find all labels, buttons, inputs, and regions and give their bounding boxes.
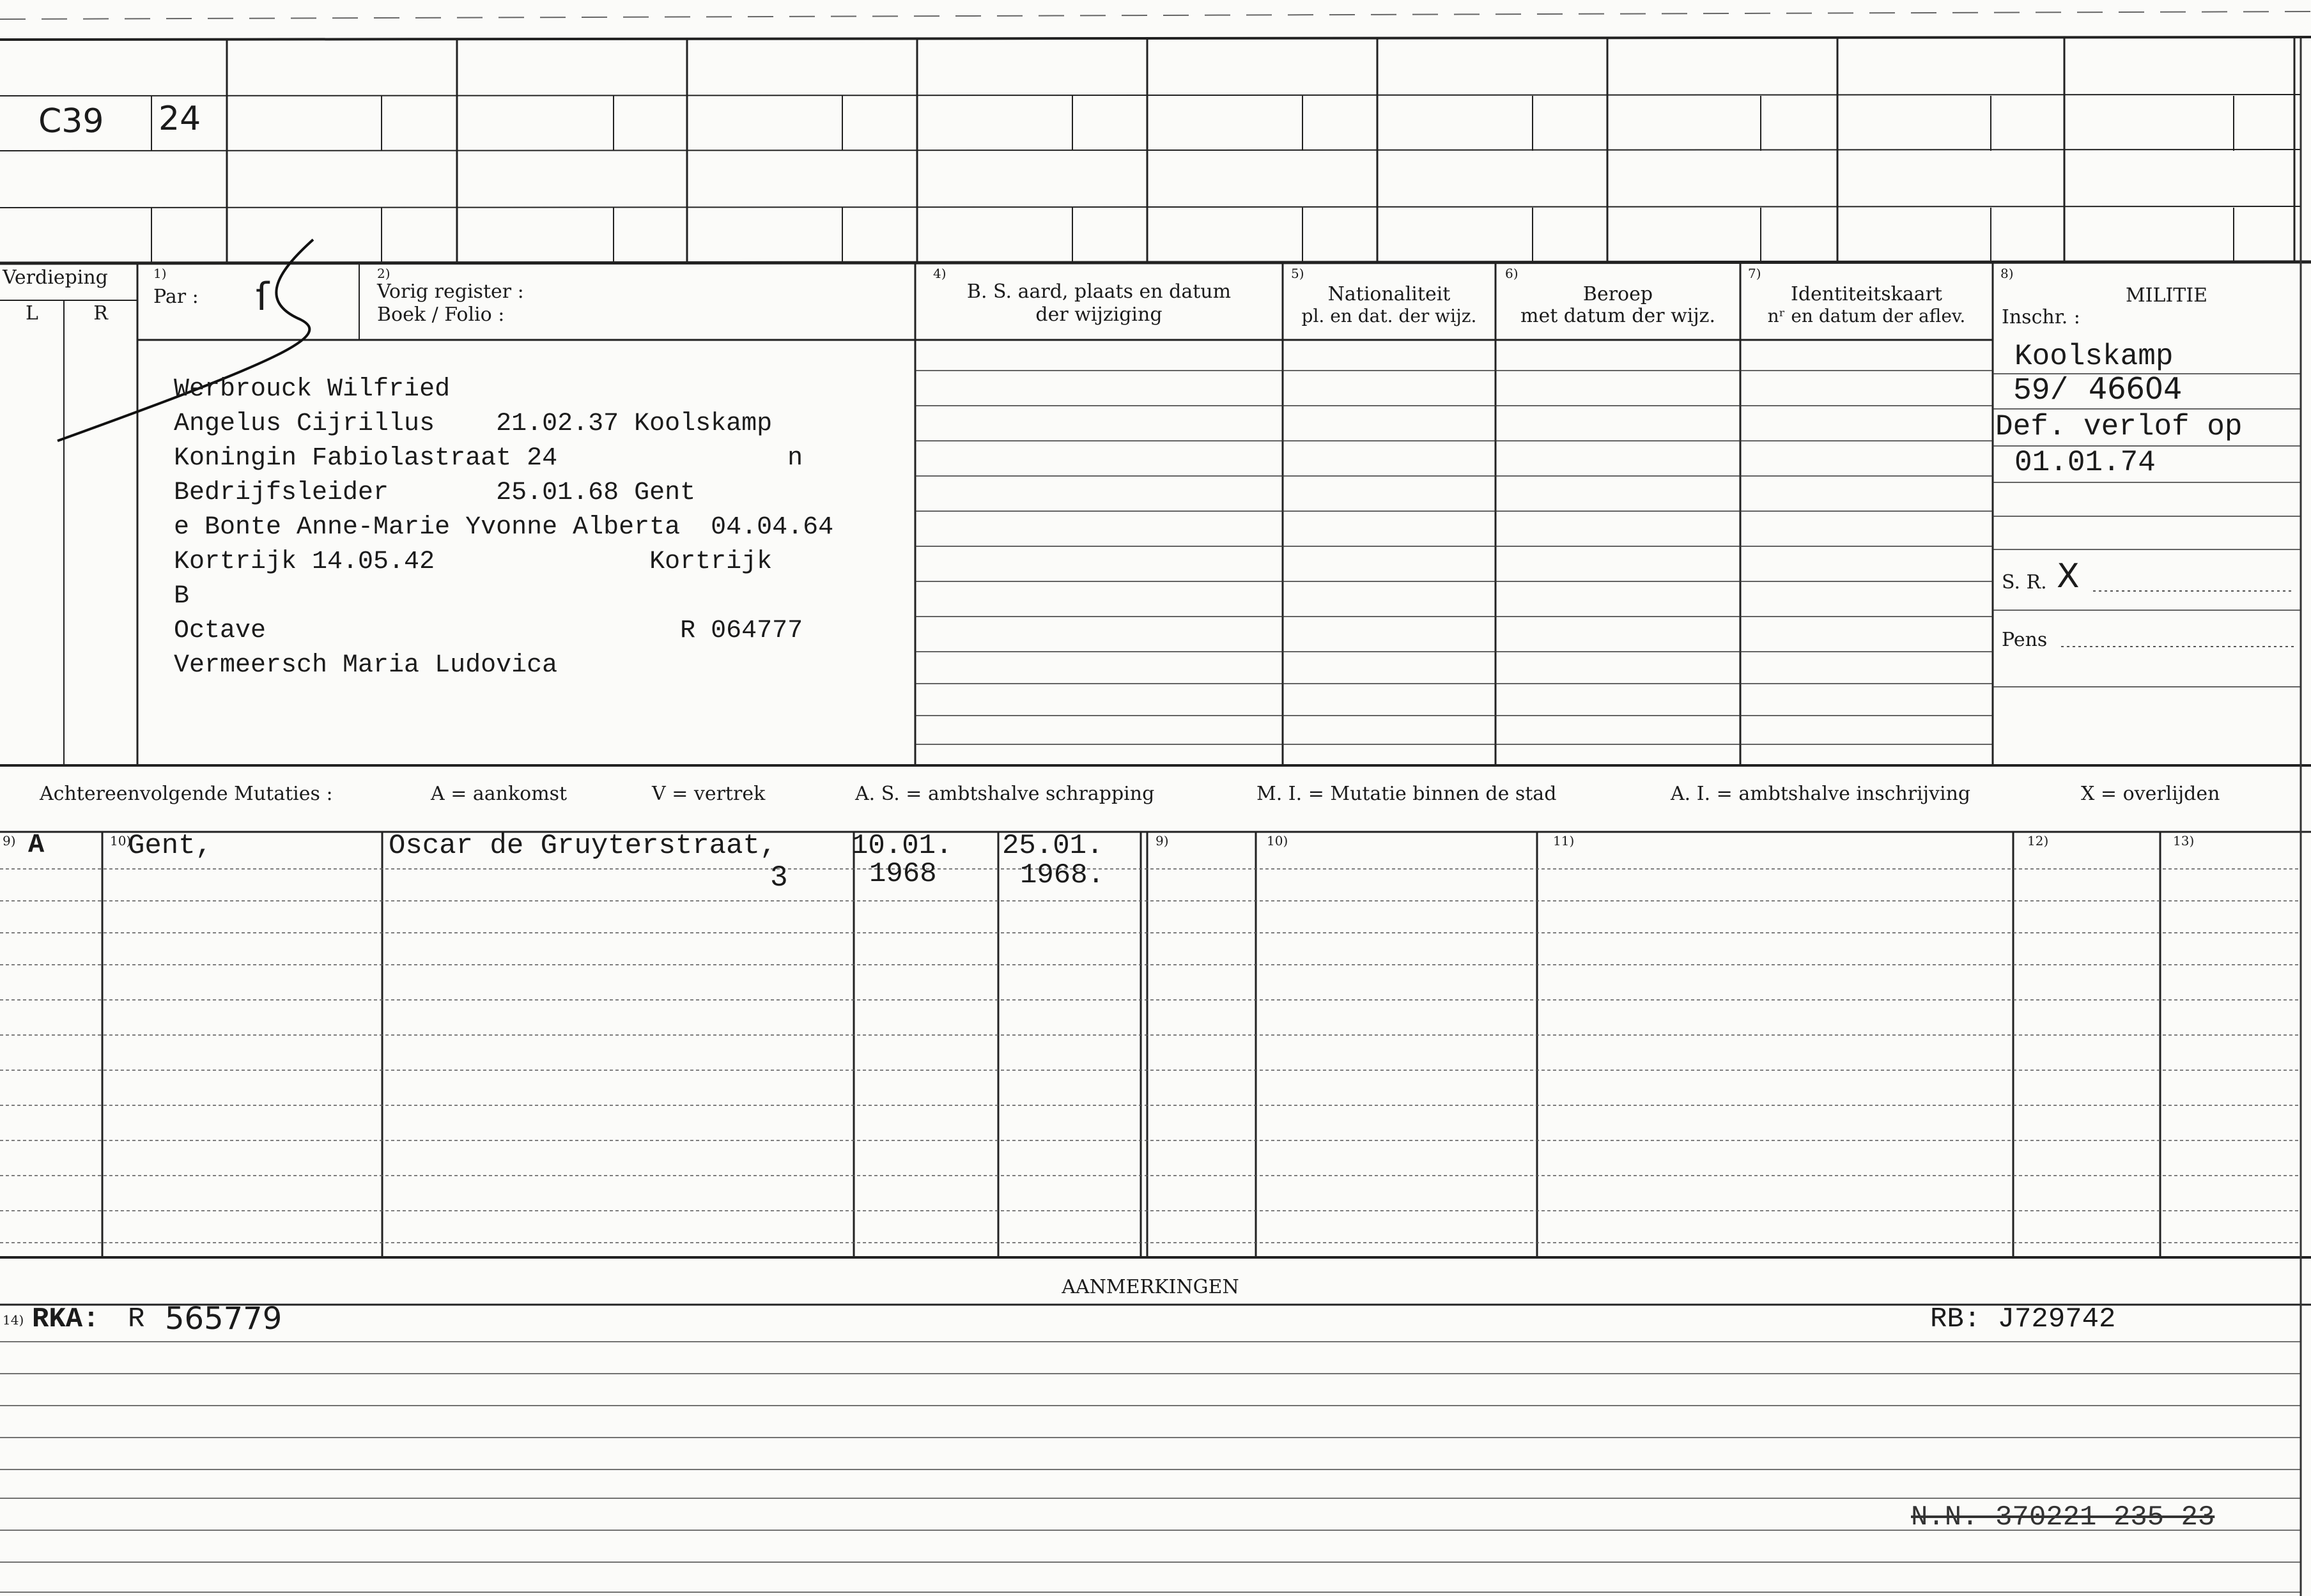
- sr-label: S. R.: [2002, 571, 2047, 594]
- mutatie-legend-a: A = aankomst: [431, 783, 568, 805]
- beroep-label-2: met datum der wijz.: [1520, 305, 1715, 327]
- field-4-number: 4): [933, 266, 947, 281]
- person-father: Octave R 064777: [174, 617, 803, 645]
- rb-number: RB: J729742: [1930, 1303, 2116, 1335]
- militie-def-verlof: Def. verlof op: [1995, 410, 2243, 443]
- identiteitskaart-label-2: nʳ en datum der aflev.: [1767, 305, 1966, 326]
- bs-label-1: B. S. aard, plaats en datum: [966, 280, 1232, 303]
- mutation-date1-year: 1968: [869, 858, 937, 890]
- person-given-names-birth: Angelus Cijrillus 21.02.37 Koolskamp: [174, 410, 773, 438]
- verdieping-r: R: [93, 302, 108, 325]
- verdieping-label: Verdieping: [3, 266, 108, 289]
- militie-place: Koolskamp: [2014, 340, 2174, 373]
- person-spouse: e Bonte Anne-Marie Yvonne Alberta 04.04.64: [174, 513, 834, 542]
- person-name: Werbrouck Wilfried: [174, 375, 451, 404]
- inschr-label: Inschr. :: [2002, 306, 2080, 328]
- person-line-b: B: [174, 582, 190, 611]
- person-spouse-birth: Kortrijk 14.05.42 Kortrijk: [174, 548, 773, 576]
- rka-number: 565779: [165, 1301, 282, 1337]
- mutation-code: A: [28, 829, 45, 860]
- militie-number: 46604: [2089, 371, 2183, 406]
- militie-verlof-date: 01.01.74: [2014, 446, 2156, 479]
- col-13-number: 13): [2173, 833, 2195, 848]
- sr-mark: X: [2057, 557, 2080, 595]
- bs-label-2: der wijziging: [1035, 303, 1163, 326]
- field-6-number: 6): [1505, 266, 1519, 281]
- mutatie-legend-v: V = vertrek: [652, 783, 766, 805]
- col-12-number: 12): [2027, 833, 2049, 848]
- col-9-number: 9): [3, 833, 16, 848]
- person-profession: Bedrijfsleider 25.01.68 Gent: [174, 479, 696, 507]
- col-10b-number: 10): [1267, 833, 1288, 848]
- mutatie-legend-ai: A. I. = ambtshalve inschrijving: [1671, 783, 1971, 805]
- par-label: Par :: [153, 286, 199, 308]
- mutation-place: Gent,: [128, 830, 213, 862]
- person-address: Koningin Fabiolastraat 24 n: [174, 444, 803, 473]
- field-5-number: 5): [1291, 266, 1304, 281]
- mutation-house-number: 3: [770, 861, 788, 894]
- col-9b-number: 9): [1156, 833, 1169, 848]
- par-mark: ſ: [256, 275, 270, 319]
- mutatie-legend-as: A. S. = ambtshalve schrapping: [855, 783, 1155, 805]
- mutatie-legend-x: X = overlijden: [2081, 783, 2220, 805]
- boek-folio-label: Boek / Folio :: [377, 303, 505, 326]
- house-number: 24: [158, 100, 201, 138]
- field-7-number: 7): [1748, 266, 1761, 281]
- mutation-date2-year: 1968.: [1020, 859, 1105, 891]
- verdieping-l: L: [26, 302, 38, 325]
- mutation-street: Oscar de Gruyterstraat,: [389, 830, 777, 862]
- identiteitskaart-label-1: Identiteitskaart: [1791, 283, 1942, 305]
- person-mother: Vermeersch Maria Ludovica: [174, 651, 558, 680]
- street-code: C39: [38, 102, 104, 141]
- nationaliteit-label-2: pl. en dat. der wijz.: [1301, 305, 1477, 326]
- rka-label: RKA:: [32, 1303, 100, 1335]
- field-14-number: 14): [3, 1312, 24, 1328]
- field-2-number: 2): [377, 266, 390, 281]
- beroep-label-1: Beroep: [1582, 283, 1653, 305]
- national-number: N.N. 370221 235 23: [1911, 1501, 2215, 1533]
- aanmerkingen-title: AANMERKINGEN: [1062, 1276, 1239, 1298]
- col-10-number: 10): [110, 833, 132, 848]
- mutaties-title: Achtereenvolgende Mutaties :: [40, 783, 333, 805]
- mutatie-legend-mi: M. I. = Mutatie binnen de stad: [1256, 783, 1557, 805]
- mutation-date1-daymonth: 10.01.: [851, 830, 953, 862]
- field-8-number: 8): [2000, 266, 2014, 281]
- col-11-number: 11): [1553, 833, 1575, 848]
- militie-label: MILITIE: [2125, 284, 2208, 307]
- rka-prefix: R: [128, 1303, 145, 1335]
- vorig-register-label: Vorig register :: [377, 280, 524, 303]
- nationaliteit-label-1: Nationaliteit: [1327, 283, 1451, 305]
- militie-number-prefix: 59/: [2013, 374, 2069, 408]
- pens-label: Pens: [2002, 629, 2048, 651]
- field-1-number: 1): [153, 266, 167, 281]
- mutation-date2-daymonth: 25.01.: [1002, 830, 1104, 862]
